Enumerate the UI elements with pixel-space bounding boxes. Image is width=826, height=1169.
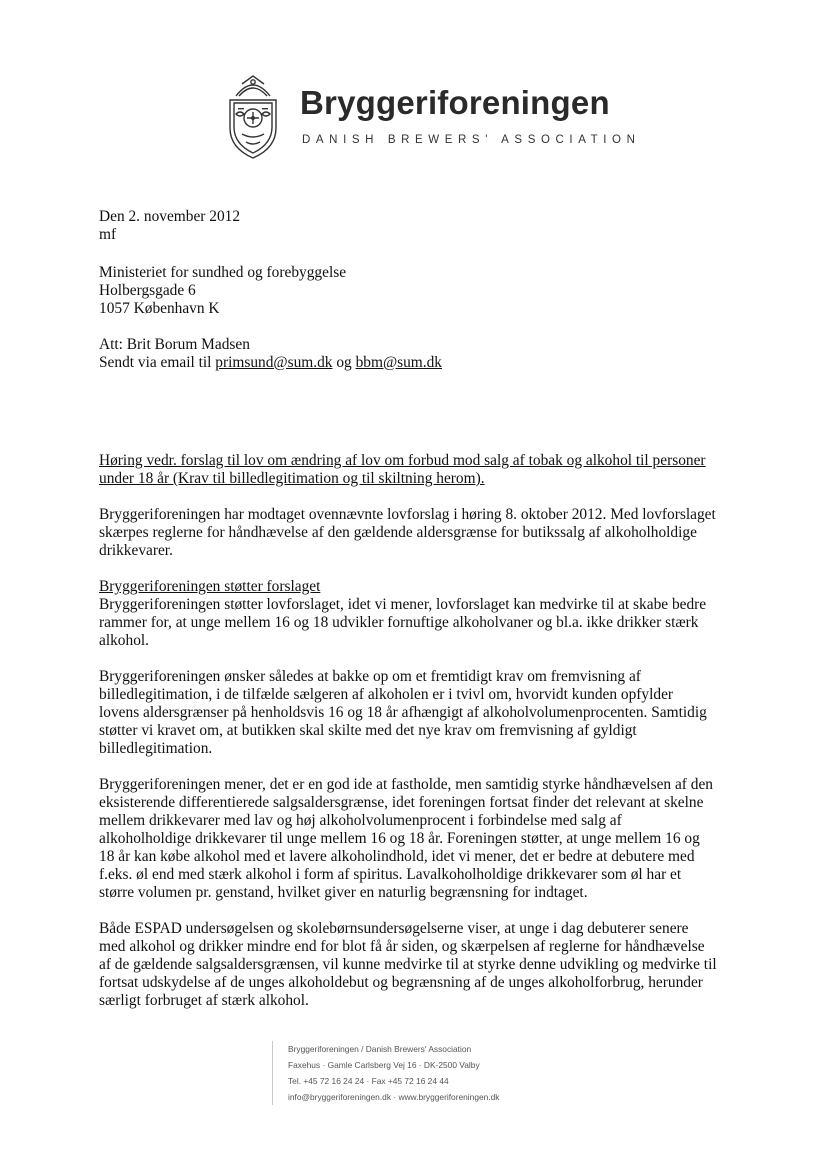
paragraph-intro	[99, 506, 739, 560]
footer-organization: Bryggeriforeningen / Danish Brewers' Association	[288, 1044, 472, 1054]
recipient-address	[99, 264, 739, 318]
paragraph-surveys	[99, 920, 739, 1010]
paragraph-line: alkohol.	[99, 632, 150, 649]
paragraph-line: rammer for, at unge mellem 16 og 18 udvikler fornuftige alkoholvaner og bl.a. ikke drikker stærk	[99, 614, 699, 631]
email-link-primsund[interactable]: primsund@sum.dk	[215, 354, 333, 371]
paragraph-age-limits	[99, 776, 739, 902]
paragraph-line: Både ESPAD undersøgelsen og skolebørnsundersøgelserne viser, at unge i dag debuterer senere	[99, 920, 689, 937]
date-block	[99, 208, 739, 244]
subject-heading	[99, 452, 739, 488]
recipient-line: Ministeriet for sundhed og forebyggelse	[99, 264, 347, 281]
section-heading: Bryggeriforeningen støtter forslaget	[99, 578, 321, 595]
paragraph-line: Bryggeriforeningen har modtaget ovennævnte lovforslag i høring 8. oktober 2012. Med lovforslaget	[99, 506, 716, 523]
paragraph-line: Bryggeriforeningen støtter lovforslaget, idet vi mener, lovforslaget kan medvirke til at skabe bedre	[99, 596, 707, 613]
paragraph-line: mellem drikkevarer med lav og høj alkoholvolumenprocent i forbindelse med salg af	[99, 812, 622, 829]
paragraph-line: særligt forbruget af stærk alkohol.	[99, 992, 309, 1009]
organization-subtitle: DANISH BREWERS' ASSOCIATION	[302, 134, 641, 146]
letter-body	[99, 208, 739, 1010]
paragraph-id-requirement	[99, 668, 739, 758]
attention-line: Att: Brit Borum Madsen	[99, 336, 250, 353]
paragraph-line: med alkohol og drikker mindre end for blot få år siden, og skærpelsen af reglerne for håndhævelse	[99, 938, 705, 955]
sent-via-line	[99, 354, 739, 372]
subject-line: under 18 år (Krav til billedlegitimation og til skiltning herom).	[99, 470, 485, 487]
attention-block	[99, 336, 739, 372]
sent-prefix: Sendt via email til	[99, 354, 216, 371]
letterhead-footer	[272, 1041, 499, 1105]
paragraph-line: lovens aldersgrænser på henholdsvis 16 og 18 år afhængigt af alkoholvolumenprocenten. Samtidig	[99, 704, 707, 721]
paragraph-line: billedlegitimation, i de tilfælde sælgeren af alkoholen er i tvivl om, hvorvidt kunden opfylder	[99, 686, 674, 703]
paragraph-line: f.eks. øl end med stærk alkohol i form af spiritus. Lavalkoholholdige drikkevarer som øl har et	[99, 866, 682, 883]
subject-line: Høring vedr. forslag til lov om ændring af lov om forbud mod salg af tobak og alkohol til personer	[99, 452, 706, 469]
crest-emblem-icon	[222, 70, 284, 162]
paragraph-line: alkoholholdige drikkevarer til unge mellem 16 og 18 år. Foreningen støtter, at unge mellem 16 og	[99, 830, 700, 847]
paragraph-line: drikkevarer.	[99, 542, 173, 559]
letter-initials: mf	[99, 226, 117, 243]
footer-address: Faxehus · Gamle Carlsberg Vej 16 · DK-2500 Valby	[288, 1060, 480, 1070]
paragraph-support	[99, 578, 739, 650]
paragraph-line: Bryggeriforeningen ønsker således at bakke op om et fremtidigt krav om fremvisning af	[99, 668, 641, 685]
paragraph-line: billedlegitimation.	[99, 740, 213, 757]
recipient-line: Holbergsgade 6	[99, 282, 196, 299]
footer-phone-fax: Tel. +45 72 16 24 24 · Fax +45 72 16 24 44	[288, 1076, 449, 1086]
paragraph-line: Bryggeriforeningen mener, det er en god ide at fastholde, men samtidig styrke håndhævelsen af den	[99, 776, 713, 793]
paragraph-line: skærpes reglerne for håndhævelse af den gældende aldersgrænse for butikssalg af alkoholholdige	[99, 524, 697, 541]
paragraph-line: 18 år kan købe alkohol med et lavere alkoholindhold, idet vi mener, det er bedre at debutere med	[99, 848, 695, 865]
recipient-line: 1057 København K	[99, 300, 220, 317]
email-link-bbm[interactable]: bbm@sum.dk	[355, 354, 443, 371]
letter-date: Den 2. november 2012	[99, 208, 241, 225]
footer-email-web[interactable]: info@bryggeriforeningen.dk · www.bryggeriforeningen.dk	[288, 1092, 500, 1102]
paragraph-line: større volumen pr. genstand, hvilket giver en naturlig begrænsning for indtaget.	[99, 884, 588, 901]
paragraph-line: eksisterende differentierede salgsaldersgrænse, idet foreningen fortsat finder det relevant at skelne	[99, 794, 704, 811]
paragraph-line: af de gældende salgsaldersgrænsen, vil kunne medvirke til at styrke denne udvikling og medvirke til	[99, 956, 717, 973]
organization-name: Bryggeriforeningen	[300, 84, 610, 121]
sent-middle: og	[332, 354, 356, 371]
paragraph-line: støtter vi kravet om, at butikken skal skilte med det nye krav om fremvisning af gyldigt	[99, 722, 637, 739]
paragraph-line: fortsat udskydelse af de unges alkoholdebut og begrænsning af de unges alkoholforbrug, herunder	[99, 974, 703, 991]
